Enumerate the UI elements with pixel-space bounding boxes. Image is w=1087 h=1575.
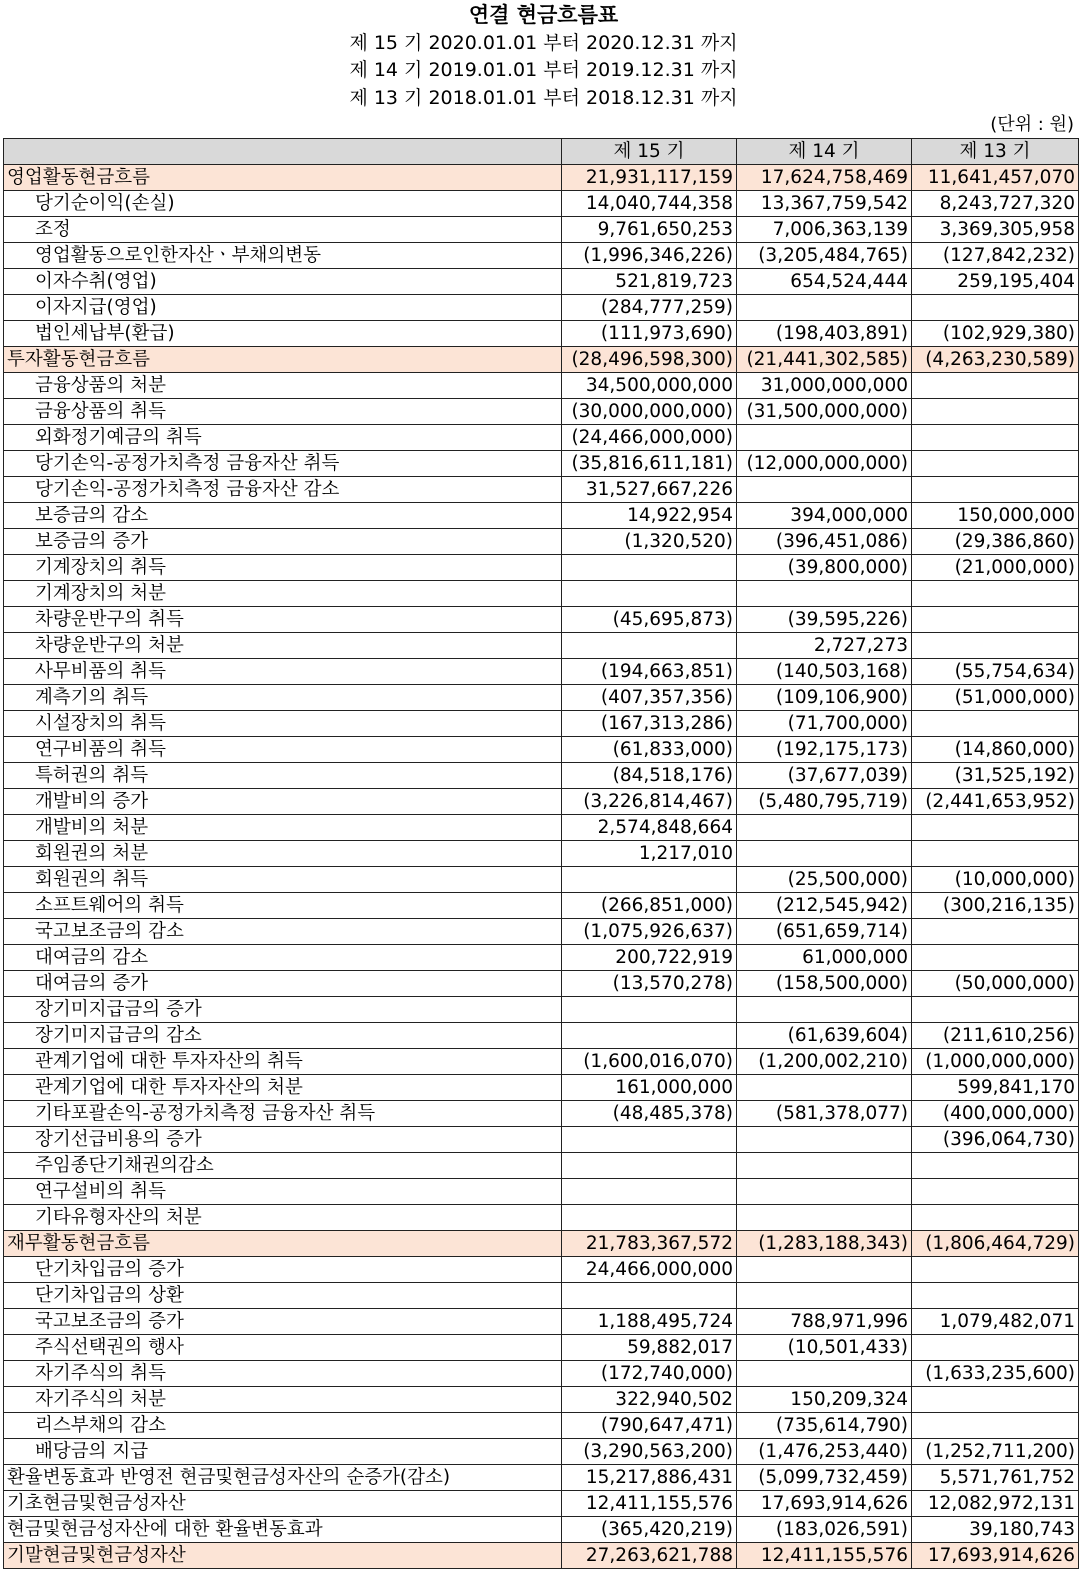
value-cell-period-14 <box>737 425 912 451</box>
table-row <box>4 269 1079 295</box>
header-period-13: 제 13 기 <box>912 139 1079 165</box>
row-label: 연구설비의 취득 <box>4 1179 562 1205</box>
value-cell-period-14: (1,283,188,343) <box>737 1231 912 1257</box>
row-label: 주임종단기채권의감소 <box>4 1153 562 1179</box>
value-cell-period-13 <box>912 1153 1079 1179</box>
row-label: 금융상품의 취득 <box>4 399 562 425</box>
value-cell-period-15: 34,500,000,000 <box>562 373 737 399</box>
value-cell-period-13: 599,841,170 <box>912 1075 1079 1101</box>
value-cell-period-13 <box>912 477 1079 503</box>
value-cell-period-13: 12,082,972,131 <box>912 1491 1079 1517</box>
table-row <box>4 1387 1079 1413</box>
value-cell-period-15 <box>562 1127 737 1153</box>
value-cell-period-14 <box>737 815 912 841</box>
table-row <box>4 633 1079 659</box>
value-cell-period-14: 7,006,363,139 <box>737 217 912 243</box>
value-cell-period-13 <box>912 711 1079 737</box>
value-cell-period-15: 1,217,010 <box>562 841 737 867</box>
table-row <box>4 1205 1079 1231</box>
row-label: 자기주식의 취득 <box>4 1361 562 1387</box>
value-cell-period-14: 61,000,000 <box>737 945 912 971</box>
value-cell-period-14: (61,639,604) <box>737 1023 912 1049</box>
value-cell-period-15: (1,320,520) <box>562 529 737 555</box>
table-row <box>4 1101 1079 1127</box>
row-label: 대여금의 감소 <box>4 945 562 971</box>
row-label: 차량운반구의 처분 <box>4 633 562 659</box>
value-cell-period-15 <box>562 581 737 607</box>
value-cell-period-15: 9,761,650,253 <box>562 217 737 243</box>
value-cell-period-15 <box>562 1153 737 1179</box>
row-label: 금융상품의 처분 <box>4 373 562 399</box>
value-cell-period-14: (735,614,790) <box>737 1413 912 1439</box>
value-cell-period-13: 5,571,761,752 <box>912 1465 1079 1491</box>
table-row <box>4 399 1079 425</box>
row-label: 관계기업에 대한 투자자산의 처분 <box>4 1075 562 1101</box>
value-cell-period-13: (2,441,653,952) <box>912 789 1079 815</box>
value-cell-period-13: (300,216,135) <box>912 893 1079 919</box>
table-row <box>4 243 1079 269</box>
value-cell-period-13 <box>912 1335 1079 1361</box>
row-label: 시설장치의 취득 <box>4 711 562 737</box>
row-label: 리스부채의 감소 <box>4 1413 562 1439</box>
value-cell-period-15: 322,940,502 <box>562 1387 737 1413</box>
table-row <box>4 321 1079 347</box>
table-row <box>4 1465 1079 1491</box>
table-row <box>4 893 1079 919</box>
value-cell-period-13: (4,263,230,589) <box>912 347 1079 373</box>
row-label: 관계기업에 대한 투자자산의 취득 <box>4 1049 562 1075</box>
value-cell-period-14: (5,480,795,719) <box>737 789 912 815</box>
row-label: 당기순이익(손실) <box>4 191 562 217</box>
unit-label: (단위 : 원) <box>990 114 1074 135</box>
value-cell-period-13: (1,806,464,729) <box>912 1231 1079 1257</box>
value-cell-period-15: (790,647,471) <box>562 1413 737 1439</box>
value-cell-period-15: 15,217,886,431 <box>562 1465 737 1491</box>
row-label: 주식선택권의 행사 <box>4 1335 562 1361</box>
value-cell-period-13: (1,000,000,000) <box>912 1049 1079 1075</box>
table-row <box>4 295 1079 321</box>
value-cell-period-13: 3,369,305,958 <box>912 217 1079 243</box>
value-cell-period-15 <box>562 1283 737 1309</box>
table-row <box>4 659 1079 685</box>
value-cell-period-15: (35,816,611,181) <box>562 451 737 477</box>
table-row <box>4 1517 1079 1543</box>
row-label: 계측기의 취득 <box>4 685 562 711</box>
value-cell-period-13: 39,180,743 <box>912 1517 1079 1543</box>
value-cell-period-13 <box>912 1179 1079 1205</box>
table-row <box>4 711 1079 737</box>
row-label: 재무활동현금흐름 <box>4 1231 562 1257</box>
value-cell-period-15: (13,570,278) <box>562 971 737 997</box>
value-cell-period-15: (61,833,000) <box>562 737 737 763</box>
row-label: 단기차입금의 증가 <box>4 1257 562 1283</box>
value-cell-period-13 <box>912 425 1079 451</box>
row-label: 기타포괄손익-공정가치측정 금융자산 취득 <box>4 1101 562 1127</box>
row-label: 기계장치의 처분 <box>4 581 562 607</box>
value-cell-period-15: (172,740,000) <box>562 1361 737 1387</box>
row-label: 영업활동으로인한자산ㆍ부채의변동 <box>4 243 562 269</box>
row-label: 대여금의 증가 <box>4 971 562 997</box>
row-label: 국고보조금의 증가 <box>4 1309 562 1335</box>
value-cell-period-15: 161,000,000 <box>562 1075 737 1101</box>
header-label-cell <box>4 139 562 165</box>
table-row <box>4 841 1079 867</box>
value-cell-period-15 <box>562 633 737 659</box>
row-label: 개발비의 처분 <box>4 815 562 841</box>
value-cell-period-15 <box>562 867 737 893</box>
value-cell-period-15: (194,663,851) <box>562 659 737 685</box>
table-row <box>4 191 1079 217</box>
row-label: 외화정기예금의 취득 <box>4 425 562 451</box>
value-cell-period-15: (24,466,000,000) <box>562 425 737 451</box>
value-cell-period-15 <box>562 1179 737 1205</box>
value-cell-period-14: (1,200,002,210) <box>737 1049 912 1075</box>
value-cell-period-14: (396,451,086) <box>737 529 912 555</box>
table-row <box>4 1439 1079 1465</box>
value-cell-period-14 <box>737 1361 912 1387</box>
section-row <box>4 1231 1079 1257</box>
table-row <box>4 997 1079 1023</box>
value-cell-period-15: (1,600,016,070) <box>562 1049 737 1075</box>
table-row <box>4 503 1079 529</box>
value-cell-period-13: 11,641,457,070 <box>912 165 1079 191</box>
value-cell-period-13: (55,754,634) <box>912 659 1079 685</box>
value-cell-period-14: 17,693,914,626 <box>737 1491 912 1517</box>
value-cell-period-14: (71,700,000) <box>737 711 912 737</box>
value-cell-period-13: (21,000,000) <box>912 555 1079 581</box>
section-row <box>4 347 1079 373</box>
row-label: 법인세납부(환급) <box>4 321 562 347</box>
header-period-15: 제 15 기 <box>562 139 737 165</box>
table-row <box>4 919 1079 945</box>
value-cell-period-15: (266,851,000) <box>562 893 737 919</box>
statement-title: 연결 현금흐름표 <box>468 3 619 27</box>
value-cell-period-13: (396,064,730) <box>912 1127 1079 1153</box>
row-label: 장기미지급금의 감소 <box>4 1023 562 1049</box>
value-cell-period-15: 12,411,155,576 <box>562 1491 737 1517</box>
section-row <box>4 165 1079 191</box>
value-cell-period-15: 14,922,954 <box>562 503 737 529</box>
table-row <box>4 1309 1079 1335</box>
table-row <box>4 425 1079 451</box>
table-row <box>4 945 1079 971</box>
row-label: 이자지급(영업) <box>4 295 562 321</box>
table-row <box>4 581 1079 607</box>
value-cell-period-14: (158,500,000) <box>737 971 912 997</box>
row-label: 기계장치의 취득 <box>4 555 562 581</box>
value-cell-period-14: 12,411,155,576 <box>737 1543 912 1569</box>
value-cell-period-13 <box>912 997 1079 1023</box>
value-cell-period-13 <box>912 1413 1079 1439</box>
value-cell-period-14 <box>737 1179 912 1205</box>
value-cell-period-14: (581,378,077) <box>737 1101 912 1127</box>
value-cell-period-13 <box>912 815 1079 841</box>
value-cell-period-13: (50,000,000) <box>912 971 1079 997</box>
table-row <box>4 867 1079 893</box>
value-cell-period-15: 521,819,723 <box>562 269 737 295</box>
table-row <box>4 685 1079 711</box>
value-cell-period-13: (51,000,000) <box>912 685 1079 711</box>
table-row <box>4 1127 1079 1153</box>
value-cell-period-15: (3,290,563,200) <box>562 1439 737 1465</box>
value-cell-period-13 <box>912 1387 1079 1413</box>
table-row <box>4 1257 1079 1283</box>
table-row <box>4 1075 1079 1101</box>
value-cell-period-15: (167,313,286) <box>562 711 737 737</box>
value-cell-period-15: 21,783,367,572 <box>562 1231 737 1257</box>
value-cell-period-13: 17,693,914,626 <box>912 1543 1079 1569</box>
table-row <box>4 1179 1079 1205</box>
table-row <box>4 1335 1079 1361</box>
value-cell-period-13 <box>912 1283 1079 1309</box>
value-cell-period-15: 2,574,848,664 <box>562 815 737 841</box>
row-label: 환율변동효과 반영전 현금및현금성자산의 순증가(감소) <box>4 1465 562 1491</box>
value-cell-period-13 <box>912 1205 1079 1231</box>
table-row <box>4 1361 1079 1387</box>
table-row <box>4 373 1079 399</box>
value-cell-period-13 <box>912 399 1079 425</box>
value-cell-period-14: (25,500,000) <box>737 867 912 893</box>
table-row <box>4 451 1079 477</box>
value-cell-period-15: 200,722,919 <box>562 945 737 971</box>
value-cell-period-14 <box>737 1283 912 1309</box>
table-row <box>4 815 1079 841</box>
value-cell-period-15 <box>562 997 737 1023</box>
value-cell-period-15: (1,996,346,226) <box>562 243 737 269</box>
row-label: 당기손익-공정가치측정 금융자산 취득 <box>4 451 562 477</box>
table-row <box>4 555 1079 581</box>
value-cell-period-14: (21,441,302,585) <box>737 347 912 373</box>
value-cell-period-13: 8,243,727,320 <box>912 191 1079 217</box>
table-row <box>4 1283 1079 1309</box>
value-cell-period-15: 1,188,495,724 <box>562 1309 737 1335</box>
value-cell-period-14: (109,106,900) <box>737 685 912 711</box>
row-label: 장기선급비용의 증가 <box>4 1127 562 1153</box>
table-row <box>4 737 1079 763</box>
value-cell-period-14 <box>737 1205 912 1231</box>
value-cell-period-15 <box>562 1205 737 1231</box>
row-label: 배당금의 지급 <box>4 1439 562 1465</box>
value-cell-period-13 <box>912 633 1079 659</box>
value-cell-period-13 <box>912 919 1079 945</box>
value-cell-period-14: (198,403,891) <box>737 321 912 347</box>
row-label: 현금및현금성자산에 대한 환율변동효과 <box>4 1517 562 1543</box>
row-label: 장기미지급금의 증가 <box>4 997 562 1023</box>
table-row <box>4 763 1079 789</box>
value-cell-period-14: 31,000,000,000 <box>737 373 912 399</box>
value-cell-period-15: 24,466,000,000 <box>562 1257 737 1283</box>
value-cell-period-14: 654,524,444 <box>737 269 912 295</box>
value-cell-period-15: (28,496,598,300) <box>562 347 737 373</box>
table-header-row <box>4 139 1079 165</box>
value-cell-period-13: (1,252,711,200) <box>912 1439 1079 1465</box>
value-cell-period-13 <box>912 945 1079 971</box>
value-cell-period-15: (284,777,259) <box>562 295 737 321</box>
table-row <box>4 529 1079 555</box>
period-line-13: 제 13 기 2018.01.01 부터 2018.12.31 까지 <box>349 87 738 109</box>
value-cell-period-14: 2,727,273 <box>737 633 912 659</box>
value-cell-period-14: (10,501,433) <box>737 1335 912 1361</box>
value-cell-period-15: (407,357,356) <box>562 685 737 711</box>
value-cell-period-15 <box>562 1023 737 1049</box>
value-cell-period-13: (14,860,000) <box>912 737 1079 763</box>
table-row <box>4 1153 1079 1179</box>
value-cell-period-15: (48,485,378) <box>562 1101 737 1127</box>
table-row <box>4 789 1079 815</box>
value-cell-period-13: (102,929,380) <box>912 321 1079 347</box>
row-label: 기타유형자산의 처분 <box>4 1205 562 1231</box>
value-cell-period-13: 1,079,482,071 <box>912 1309 1079 1335</box>
row-label: 기말현금및현금성자산 <box>4 1543 562 1569</box>
row-label: 특허권의 취득 <box>4 763 562 789</box>
value-cell-period-13 <box>912 295 1079 321</box>
value-cell-period-15: (365,420,219) <box>562 1517 737 1543</box>
cash-flow-table <box>3 138 1079 1569</box>
value-cell-period-14 <box>737 581 912 607</box>
value-cell-period-15: (30,000,000,000) <box>562 399 737 425</box>
row-label: 국고보조금의 감소 <box>4 919 562 945</box>
value-cell-period-14 <box>737 1257 912 1283</box>
row-label: 이자수취(영업) <box>4 269 562 295</box>
value-cell-period-14: (5,099,732,459) <box>737 1465 912 1491</box>
row-label: 연구비품의 취득 <box>4 737 562 763</box>
value-cell-period-14 <box>737 477 912 503</box>
value-cell-period-15: 27,263,621,788 <box>562 1543 737 1569</box>
row-label: 단기차입금의 상환 <box>4 1283 562 1309</box>
row-label: 회원권의 처분 <box>4 841 562 867</box>
value-cell-period-14: (1,476,253,440) <box>737 1439 912 1465</box>
period-line-15: 제 15 기 2020.01.01 부터 2020.12.31 까지 <box>349 32 738 54</box>
value-cell-period-14 <box>737 841 912 867</box>
value-cell-period-14: 394,000,000 <box>737 503 912 529</box>
value-cell-period-14: (31,500,000,000) <box>737 399 912 425</box>
value-cell-period-15 <box>562 555 737 581</box>
row-label: 보증금의 감소 <box>4 503 562 529</box>
value-cell-period-13 <box>912 581 1079 607</box>
value-cell-period-14 <box>737 1153 912 1179</box>
value-cell-period-14: (651,659,714) <box>737 919 912 945</box>
value-cell-period-14: (192,175,173) <box>737 737 912 763</box>
table-row <box>4 477 1079 503</box>
table-row <box>4 1413 1079 1439</box>
value-cell-period-13: 259,195,404 <box>912 269 1079 295</box>
value-cell-period-13 <box>912 451 1079 477</box>
value-cell-period-14 <box>737 295 912 321</box>
value-cell-period-14: (39,595,226) <box>737 607 912 633</box>
value-cell-period-15: (3,226,814,467) <box>562 789 737 815</box>
value-cell-period-13 <box>912 841 1079 867</box>
value-cell-period-15: 31,527,667,226 <box>562 477 737 503</box>
value-cell-period-14: 13,367,759,542 <box>737 191 912 217</box>
row-label: 보증금의 증가 <box>4 529 562 555</box>
value-cell-period-15: 59,882,017 <box>562 1335 737 1361</box>
table-row <box>4 217 1079 243</box>
value-cell-period-13: (211,610,256) <box>912 1023 1079 1049</box>
value-cell-period-13: (1,633,235,600) <box>912 1361 1079 1387</box>
header-period-14: 제 14 기 <box>737 139 912 165</box>
value-cell-period-14: (140,503,168) <box>737 659 912 685</box>
value-cell-period-15: 21,931,117,159 <box>562 165 737 191</box>
row-label: 조정 <box>4 217 562 243</box>
table-row <box>4 971 1079 997</box>
row-label: 투자활동현금흐름 <box>4 347 562 373</box>
value-cell-period-13: (10,000,000) <box>912 867 1079 893</box>
row-label: 개발비의 증가 <box>4 789 562 815</box>
value-cell-period-13 <box>912 1257 1079 1283</box>
value-cell-period-14: (39,800,000) <box>737 555 912 581</box>
value-cell-period-13 <box>912 373 1079 399</box>
section-row <box>4 1543 1079 1569</box>
value-cell-period-14: (3,205,484,765) <box>737 243 912 269</box>
row-label: 소프트웨어의 취득 <box>4 893 562 919</box>
row-label: 사무비품의 취득 <box>4 659 562 685</box>
value-cell-period-14: (37,677,039) <box>737 763 912 789</box>
value-cell-period-13 <box>912 607 1079 633</box>
value-cell-period-14: (183,026,591) <box>737 1517 912 1543</box>
value-cell-period-14: (12,000,000,000) <box>737 451 912 477</box>
period-line-14: 제 14 기 2019.01.01 부터 2019.12.31 까지 <box>349 59 738 81</box>
row-label: 차량운반구의 취득 <box>4 607 562 633</box>
row-label: 영업활동현금흐름 <box>4 165 562 191</box>
row-label: 자기주식의 처분 <box>4 1387 562 1413</box>
value-cell-period-15: (45,695,873) <box>562 607 737 633</box>
value-cell-period-13: 150,000,000 <box>912 503 1079 529</box>
table-body <box>4 165 1079 1569</box>
value-cell-period-13: (29,386,860) <box>912 529 1079 555</box>
table-row <box>4 607 1079 633</box>
row-label: 회원권의 취득 <box>4 867 562 893</box>
value-cell-period-13: (31,525,192) <box>912 763 1079 789</box>
value-cell-period-15: (1,075,926,637) <box>562 919 737 945</box>
value-cell-period-14: (212,545,942) <box>737 893 912 919</box>
value-cell-period-13: (127,842,232) <box>912 243 1079 269</box>
table-row <box>4 1049 1079 1075</box>
value-cell-period-15: (111,973,690) <box>562 321 737 347</box>
row-label: 기초현금및현금성자산 <box>4 1491 562 1517</box>
row-label: 당기손익-공정가치측정 금융자산 감소 <box>4 477 562 503</box>
value-cell-period-14: 150,209,324 <box>737 1387 912 1413</box>
value-cell-period-15: (84,518,176) <box>562 763 737 789</box>
value-cell-period-15: 14,040,744,358 <box>562 191 737 217</box>
value-cell-period-14 <box>737 1127 912 1153</box>
value-cell-period-14: 788,971,996 <box>737 1309 912 1335</box>
value-cell-period-14: 17,624,758,469 <box>737 165 912 191</box>
value-cell-period-14 <box>737 1075 912 1101</box>
value-cell-period-14 <box>737 997 912 1023</box>
value-cell-period-13: (400,000,000) <box>912 1101 1079 1127</box>
table-row <box>4 1023 1079 1049</box>
table-row <box>4 1491 1079 1517</box>
